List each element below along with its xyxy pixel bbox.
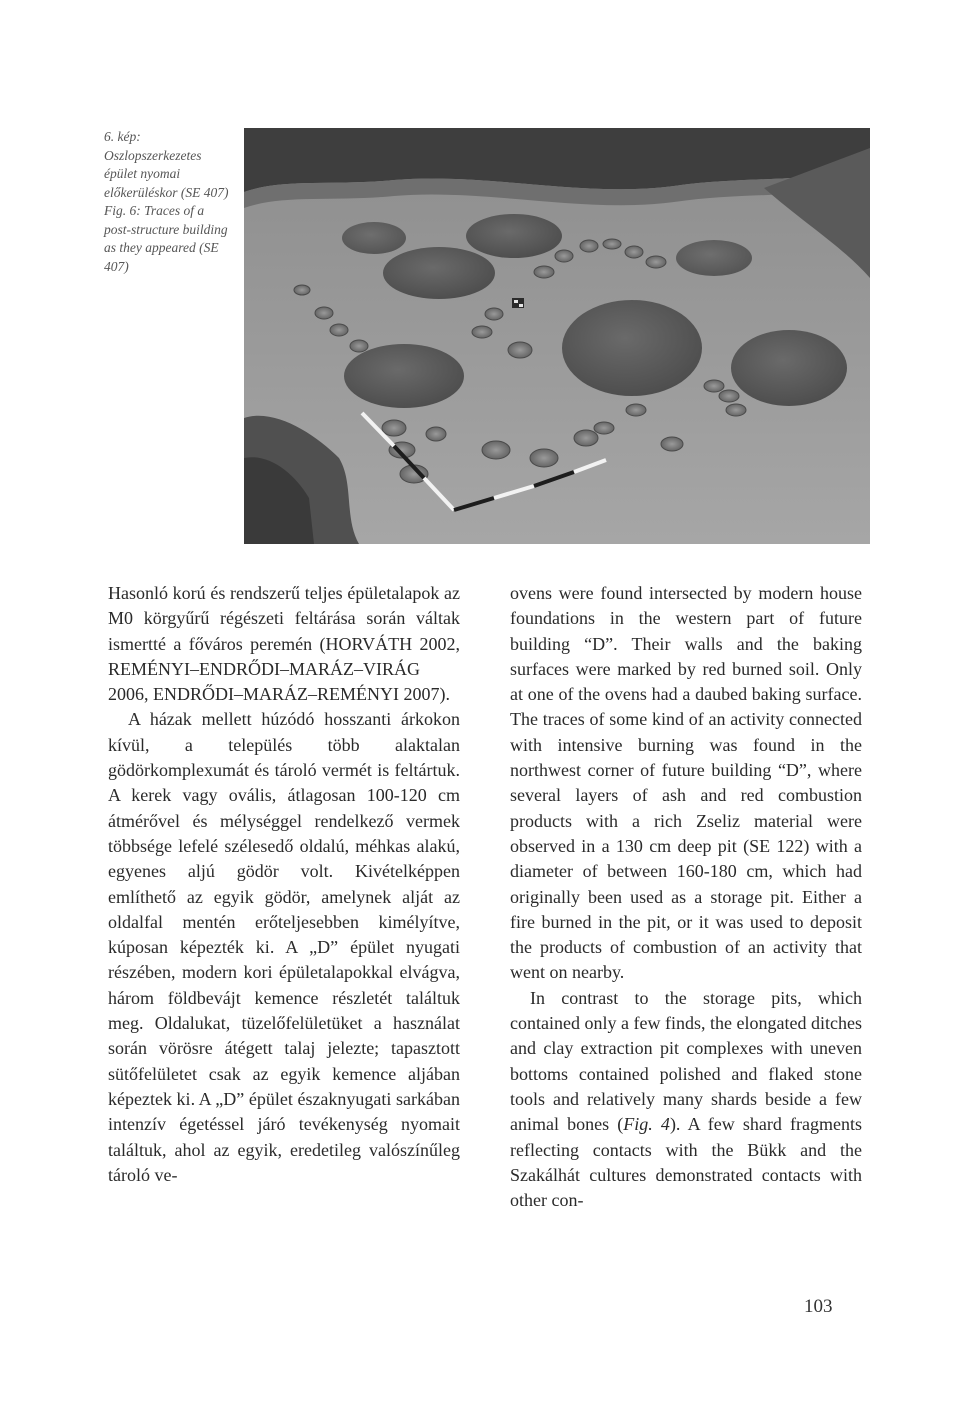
paragraph-text: In contrast to the storage pits, which contained only a few finds, the elongated ditches and clay extraction pit complexes with uneven bottoms contained polished and flaked stone tools and relatively many shards beside a few animal bones ( xyxy=(510,987,862,1135)
caption-en-text: Traces of a post-structure building as they appeared (SE 407) xyxy=(104,203,228,274)
paragraph-text: ). A few shard fragments reflecting contacts with the Bükk and the Szakálhát cultures demonstrated contacts with other con- xyxy=(510,1114,862,1211)
text-column-left xyxy=(108,581,460,1188)
paragraph: A házak mellett húzódó hosszanti árkokon kívül, a település több alaktalan gödörkomplexumát és tároló vermét is feltártuk. A kerek vagy ovális, átlagosan 100-120 cm átmérővel és mélységgel rendelkező vermek többsége lefelé szélesedő oldalú, méhkas alakú, egyenes aljú gödör volt. Kivételképpen említhető az egyik gödör, amelynek alját az oldalfal mentén erőteljesebben kimélyítve, kúposan képezték ki. A „D” épület nyugati részében, modern kori épületalapokkal elvágva, három földbevájt kemence részletét találtuk meg. Oldalukat, tüzelőfelületüket a használat során vörösre átégett talaj jelezte; tapasztott sütőfelületet csak az egyik kemence aljában képeztek ki. A „D” épület északnyugati sarkában intenzív égetéssel járó tevékenység nyomait találtuk, ahol az egyik, eredetileg valószínűleg tároló ve- xyxy=(108,709,460,1185)
caption-hu-label: 6. kép: xyxy=(104,129,141,144)
text-column-right xyxy=(510,581,862,1213)
page-number: 103 xyxy=(804,1296,833,1317)
paragraph: ovens were found intersected by modern house foundations in the western part of future building “D”. Their walls and the baking surfaces were marked by red burned soil. Only at one of the ovens had a daubed baking surface. The traces of some kind of an activity connected with intensive burning was found in the northwest corner of future building “D”, where several layers of ash and red combustion products with a rich Zseliz material were observed in a 130 cm deep pit (SE 122) with a diameter of between 160-180 cm, which had originally been used as a storage pit. Either a fire burned in the pit, or it was used to deposit the products of combustion of an activity that went on nearby. xyxy=(510,583,862,983)
figure-reference: Fig. 4 xyxy=(623,1114,670,1135)
caption-hu-text: Oszlopszerkezetes épület nyomai előkerüléskor (SE 407) xyxy=(104,147,229,200)
caption-en-label: Fig. 6: xyxy=(104,203,141,218)
figure-caption xyxy=(104,128,232,276)
caption-hungarian xyxy=(104,128,232,202)
caption-english xyxy=(104,202,232,276)
paragraph: Hasonló korú és rendszerű teljes épületalapok az M0 körgyűrű régészeti feltárása során váltak ismertté a főváros peremén (HORVÁTH 2002, REMÉNYI–ENDRŐDI–MARÁZ–VIRÁG 2006, ENDRŐDI–MARÁZ–REMÉNYI 2007). xyxy=(108,583,460,705)
excavation-photo xyxy=(244,128,870,544)
paragraph xyxy=(510,986,862,1214)
